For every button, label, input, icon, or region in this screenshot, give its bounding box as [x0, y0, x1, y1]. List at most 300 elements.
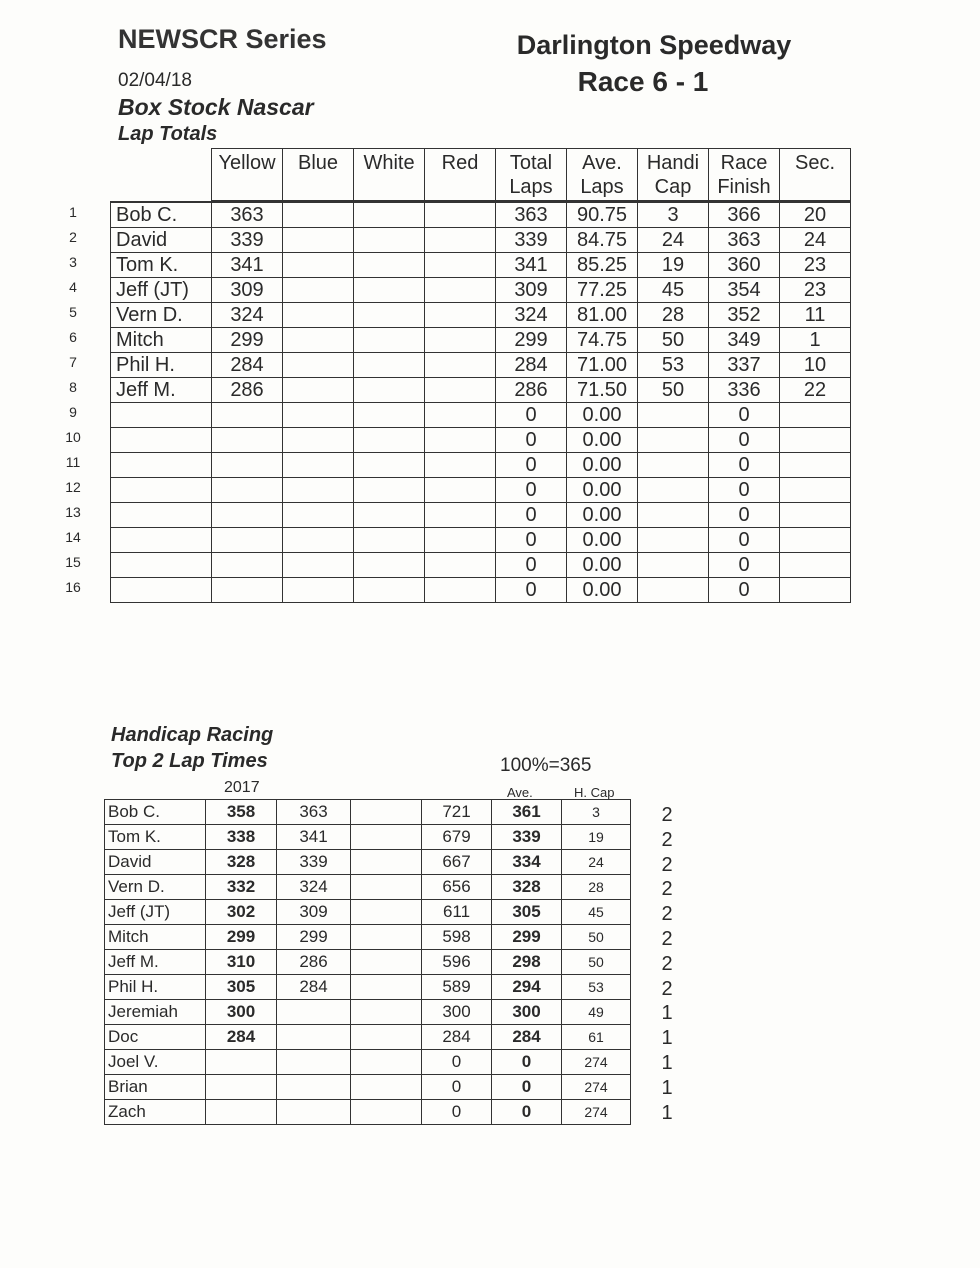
cell-total: 598: [422, 925, 492, 950]
cell-hcap: 61: [562, 1025, 631, 1050]
cell-y2017: 310: [206, 950, 277, 975]
cell-ave: 334: [492, 850, 562, 875]
cell-handicap: [638, 403, 709, 428]
cell-name: Tom K.: [111, 253, 212, 278]
cell-name: Mitch: [105, 925, 206, 950]
cell-red: [425, 253, 496, 278]
cell-red: [425, 228, 496, 253]
cell-ave: 77.25: [567, 278, 638, 303]
cell-red: [425, 278, 496, 303]
cell-ave: 300: [492, 1000, 562, 1025]
cell-total: 0: [496, 403, 567, 428]
cell-sec: [780, 453, 851, 478]
cell-white: [354, 303, 425, 328]
cell-y2017: 300: [206, 1000, 277, 1025]
table-row: [105, 850, 631, 875]
column-header: Yellow: [212, 149, 283, 202]
cell-red: [425, 428, 496, 453]
cell-blue: [283, 303, 354, 328]
cell-white: [354, 228, 425, 253]
lap-count: 2: [661, 878, 673, 901]
cell-blue: [283, 378, 354, 403]
cell-blue: [283, 453, 354, 478]
table-row: [111, 353, 851, 378]
cell-finish: 0: [709, 478, 780, 503]
row-number: 2: [69, 229, 77, 245]
cell-extra: [351, 1075, 422, 1100]
cell-name: [111, 578, 212, 603]
cell-extra: [351, 850, 422, 875]
column-header: Sec.: [780, 149, 851, 202]
cell-name: Jeremiah: [105, 1000, 206, 1025]
cell-hcap: 274: [562, 1050, 631, 1075]
lap-count: 2: [661, 952, 673, 975]
column-header: Blue: [283, 149, 354, 202]
cell-ave: 84.75: [567, 228, 638, 253]
cell-hcap: 274: [562, 1100, 631, 1125]
cell-yellow: [212, 403, 283, 428]
cell-ave: 0.00: [567, 403, 638, 428]
cell-name: Jeff M.: [105, 950, 206, 975]
cell-finish: 0: [709, 528, 780, 553]
cell-hcap: 3: [562, 800, 631, 825]
cell-y2017: 328: [206, 850, 277, 875]
cell-ave: 299: [492, 925, 562, 950]
column-header: Ave. Laps: [567, 149, 638, 202]
cell-total: 0: [422, 1100, 492, 1125]
cell-red: [425, 353, 496, 378]
cell-blue: [283, 278, 354, 303]
cell-handicap: [638, 503, 709, 528]
row-number: 1: [69, 204, 77, 220]
cell-yellow: 341: [212, 253, 283, 278]
table-row: [111, 328, 851, 353]
cell-finish: 363: [709, 228, 780, 253]
cell-name: [111, 528, 212, 553]
cell-handicap: 50: [638, 328, 709, 353]
row-number: 8: [69, 379, 77, 395]
cell-total: 0: [422, 1050, 492, 1075]
row-number: 10: [65, 429, 81, 445]
cell-name: Phil H.: [105, 975, 206, 1000]
race-number: Race 6 - 1: [577, 66, 709, 97]
cell-finish: 0: [709, 578, 780, 603]
cell-blue: [283, 428, 354, 453]
cell-red: [425, 453, 496, 478]
cell-white: [354, 378, 425, 403]
cell-yellow: [212, 553, 283, 578]
cell-total: 309: [496, 278, 567, 303]
lap-totals-table: [110, 148, 851, 603]
cell-sec: [780, 578, 851, 603]
cell-ave: 361: [492, 800, 562, 825]
cell-name: Jeff M.: [111, 378, 212, 403]
cell-handicap: [638, 553, 709, 578]
cell-y2017: 358: [206, 800, 277, 825]
cell-ave: 284: [492, 1025, 562, 1050]
cell-y2017: 305: [206, 975, 277, 1000]
cell-white: [354, 453, 425, 478]
cell-blue: [283, 478, 354, 503]
cell-y2017: [206, 1075, 277, 1100]
cell-white: [354, 428, 425, 453]
lap-count: 2: [661, 903, 673, 926]
cell-ave: 0.00: [567, 578, 638, 603]
cell-sec: [780, 553, 851, 578]
table-row: [105, 1075, 631, 1100]
table-row: [111, 253, 851, 278]
cell-white: [354, 253, 425, 278]
cell-extra: [351, 925, 422, 950]
cell-red: [425, 553, 496, 578]
table-row: [111, 278, 851, 303]
cell-red: [425, 503, 496, 528]
cell-y2017: 284: [206, 1025, 277, 1050]
cell-yellow: [212, 503, 283, 528]
cell-finish: 0: [709, 428, 780, 453]
cell-hcap: 24: [562, 850, 631, 875]
cell-finish: 0: [709, 553, 780, 578]
table-row: [111, 553, 851, 578]
cell-red: [425, 303, 496, 328]
cell-finish: 360: [709, 253, 780, 278]
cell-ave: 74.75: [567, 328, 638, 353]
cell-ave: 0: [492, 1100, 562, 1125]
table-row: [111, 478, 851, 503]
cell-blue: [283, 578, 354, 603]
cell-extra: [351, 875, 422, 900]
cell-total: 363: [496, 202, 567, 228]
lap-count: 2: [661, 828, 673, 851]
cell-handicap: 50: [638, 378, 709, 403]
cell-yellow: 324: [212, 303, 283, 328]
cell-extra: [351, 1025, 422, 1050]
lap-count: 2: [661, 927, 673, 950]
lap-count: 2: [661, 853, 673, 876]
cell-blue: [283, 353, 354, 378]
cell-handicap: 53: [638, 353, 709, 378]
cell-name: Bob C.: [111, 202, 212, 228]
cell-total: 667: [422, 850, 492, 875]
table-row: [111, 428, 851, 453]
cell-lap: [277, 1025, 351, 1050]
cell-blue: [283, 228, 354, 253]
cell-white: [354, 278, 425, 303]
row-number: 14: [65, 529, 81, 545]
cell-lap: [277, 1050, 351, 1075]
cell-name: [111, 553, 212, 578]
cell-blue: [283, 253, 354, 278]
cell-total: 0: [496, 578, 567, 603]
cell-finish: 352: [709, 303, 780, 328]
cell-ave: 71.50: [567, 378, 638, 403]
cell-name: Doc: [105, 1025, 206, 1050]
class-name: Box Stock Nascar: [118, 94, 314, 120]
cell-ave: 0.00: [567, 528, 638, 553]
cell-ave: 294: [492, 975, 562, 1000]
cell-name: Mitch: [111, 328, 212, 353]
cell-name: Phil H.: [111, 353, 212, 378]
cell-red: [425, 328, 496, 353]
cell-finish: 349: [709, 328, 780, 353]
cell-lap: 341: [277, 825, 351, 850]
cell-handicap: [638, 528, 709, 553]
cell-name: Tom K.: [105, 825, 206, 850]
cell-sec: [780, 428, 851, 453]
handicap-subtitle: Top 2 Lap Times: [111, 750, 268, 772]
cell-yellow: [212, 428, 283, 453]
cell-yellow: [212, 578, 283, 603]
cell-total: 596: [422, 950, 492, 975]
cell-y2017: [206, 1100, 277, 1125]
cell-white: [354, 553, 425, 578]
cell-white: [354, 478, 425, 503]
cell-sec: 22: [780, 378, 851, 403]
cell-total: 300: [422, 1000, 492, 1025]
cell-ave: 0.00: [567, 453, 638, 478]
cell-ave: 85.25: [567, 253, 638, 278]
cell-red: [425, 202, 496, 228]
cell-yellow: 299: [212, 328, 283, 353]
table-row: [111, 202, 851, 228]
cell-hcap: 274: [562, 1075, 631, 1100]
cell-blue: [283, 503, 354, 528]
cell-sec: 24: [780, 228, 851, 253]
lap-count: 1: [661, 1101, 673, 1124]
cell-finish: 0: [709, 453, 780, 478]
cell-hcap: 19: [562, 825, 631, 850]
cell-name: Vern D.: [111, 303, 212, 328]
cell-finish: 336: [709, 378, 780, 403]
table-row: [111, 528, 851, 553]
cell-hcap: 50: [562, 925, 631, 950]
cell-finish: 337: [709, 353, 780, 378]
cell-sec: [780, 503, 851, 528]
table-row: [111, 453, 851, 478]
cell-y2017: 338: [206, 825, 277, 850]
cell-hcap: 49: [562, 1000, 631, 1025]
track-name: Darlington Speedway: [516, 30, 792, 60]
cell-blue: [283, 328, 354, 353]
row-number: 13: [65, 504, 81, 520]
cell-total: 299: [496, 328, 567, 353]
cell-ave: 90.75: [567, 202, 638, 228]
series-title: NEWSCR Series: [118, 24, 327, 54]
cell-handicap: 45: [638, 278, 709, 303]
cell-total: 0: [496, 553, 567, 578]
table-row: [105, 800, 631, 825]
table-row: [105, 825, 631, 850]
table-row: [105, 925, 631, 950]
cell-yellow: 339: [212, 228, 283, 253]
cell-sec: 20: [780, 202, 851, 228]
cell-red: [425, 378, 496, 403]
year-label: 2017: [224, 779, 260, 796]
cell-total: 0: [496, 528, 567, 553]
cell-name: Bob C.: [105, 800, 206, 825]
cell-red: [425, 578, 496, 603]
cell-blue: [283, 553, 354, 578]
cell-handicap: 28: [638, 303, 709, 328]
table-row: [105, 900, 631, 925]
cell-sec: 1: [780, 328, 851, 353]
cell-ave: 0.00: [567, 428, 638, 453]
cell-sec: [780, 478, 851, 503]
column-header: Red: [425, 149, 496, 202]
cell-lap: [277, 1000, 351, 1025]
handicap-title: Handicap Racing: [111, 724, 274, 746]
cell-sec: 23: [780, 253, 851, 278]
header-blank: [111, 149, 212, 202]
cell-finish: 366: [709, 202, 780, 228]
cell-sec: 23: [780, 278, 851, 303]
hcap-label: H. Cap: [574, 785, 615, 800]
column-header: Total Laps: [496, 149, 567, 202]
table-row: [111, 403, 851, 428]
cell-hcap: 50: [562, 950, 631, 975]
table-row: [105, 1050, 631, 1075]
cell-total: 284: [496, 353, 567, 378]
cell-ave: 71.00: [567, 353, 638, 378]
cell-ave: 0: [492, 1050, 562, 1075]
row-number: 16: [65, 579, 81, 595]
cell-hcap: 28: [562, 875, 631, 900]
cell-ave: 0.00: [567, 478, 638, 503]
row-number: 7: [69, 354, 77, 370]
table-row: [105, 950, 631, 975]
cell-handicap: [638, 453, 709, 478]
cell-total: 341: [496, 253, 567, 278]
cell-white: [354, 403, 425, 428]
cell-name: David: [111, 228, 212, 253]
cell-total: 679: [422, 825, 492, 850]
cell-lap: 363: [277, 800, 351, 825]
cell-extra: [351, 900, 422, 925]
cell-handicap: 19: [638, 253, 709, 278]
cell-handicap: [638, 578, 709, 603]
cell-blue: [283, 202, 354, 228]
cell-name: [111, 428, 212, 453]
row-number: 9: [69, 404, 77, 420]
cell-red: [425, 403, 496, 428]
cell-extra: [351, 825, 422, 850]
cell-name: Joel V.: [105, 1050, 206, 1075]
cell-total: 286: [496, 378, 567, 403]
cell-handicap: 24: [638, 228, 709, 253]
cell-y2017: [206, 1050, 277, 1075]
cell-extra: [351, 1000, 422, 1025]
cell-y2017: 299: [206, 925, 277, 950]
cell-extra: [351, 1050, 422, 1075]
cell-total: 0: [496, 503, 567, 528]
handicap-table: [104, 799, 631, 1125]
cell-extra: [351, 975, 422, 1000]
cell-total: 339: [496, 228, 567, 253]
cell-sec: [780, 528, 851, 553]
lap-count: 1: [661, 1051, 673, 1074]
row-number: 11: [65, 454, 81, 470]
cell-lap: 299: [277, 925, 351, 950]
row-number: 3: [69, 254, 77, 270]
ave-label: Ave.: [507, 785, 533, 800]
lap-count-column: [655, 803, 679, 1125]
cell-total: 324: [496, 303, 567, 328]
cell-yellow: 284: [212, 353, 283, 378]
cell-lap: 324: [277, 875, 351, 900]
cell-sec: [780, 403, 851, 428]
cell-hcap: 53: [562, 975, 631, 1000]
cell-total: 611: [422, 900, 492, 925]
table-row: [105, 1000, 631, 1025]
cell-total: 0: [496, 453, 567, 478]
cell-total: 0: [496, 428, 567, 453]
cell-extra: [351, 1100, 422, 1125]
column-header: White: [354, 149, 425, 202]
cell-white: [354, 503, 425, 528]
cell-blue: [283, 403, 354, 428]
cell-sec: 11: [780, 303, 851, 328]
row-number: 4: [69, 279, 77, 295]
cell-ave: 339: [492, 825, 562, 850]
section-title: Lap Totals: [118, 123, 218, 145]
cell-white: [354, 202, 425, 228]
table-row: [105, 975, 631, 1000]
cell-y2017: 302: [206, 900, 277, 925]
cell-lap: 286: [277, 950, 351, 975]
cell-name: [111, 478, 212, 503]
cell-white: [354, 578, 425, 603]
cell-white: [354, 353, 425, 378]
cell-name: Jeff (JT): [111, 278, 212, 303]
cell-ave: 328: [492, 875, 562, 900]
cell-ave: 0: [492, 1075, 562, 1100]
table-row: [111, 228, 851, 253]
cell-total: 656: [422, 875, 492, 900]
row-number: 6: [69, 329, 77, 345]
cell-handicap: [638, 428, 709, 453]
cell-handicap: 3: [638, 202, 709, 228]
cell-name: Brian: [105, 1075, 206, 1100]
lap-count: 2: [661, 977, 673, 1000]
cell-total: 589: [422, 975, 492, 1000]
cell-lap: [277, 1100, 351, 1125]
cell-name: Vern D.: [105, 875, 206, 900]
cell-yellow: [212, 478, 283, 503]
cell-total: 0: [422, 1075, 492, 1100]
cell-yellow: [212, 528, 283, 553]
cell-hcap: 45: [562, 900, 631, 925]
cell-handicap: [638, 478, 709, 503]
row-number: 5: [69, 304, 77, 320]
table-row: [105, 875, 631, 900]
lap-count: 1: [661, 1027, 673, 1050]
lap-count: 1: [661, 1076, 673, 1099]
table-row: [111, 303, 851, 328]
lap-count: 2: [661, 804, 673, 826]
cell-ave: 298: [492, 950, 562, 975]
cell-ave: 81.00: [567, 303, 638, 328]
lap-totals-header: [111, 149, 851, 202]
column-header: Race Finish: [709, 149, 780, 202]
cell-name: David: [105, 850, 206, 875]
table-row: [105, 1100, 631, 1125]
cell-red: [425, 528, 496, 553]
cell-name: Zach: [105, 1100, 206, 1125]
cell-finish: 0: [709, 503, 780, 528]
table-row: [111, 378, 851, 403]
cell-name: Jeff (JT): [105, 900, 206, 925]
cell-yellow: 309: [212, 278, 283, 303]
